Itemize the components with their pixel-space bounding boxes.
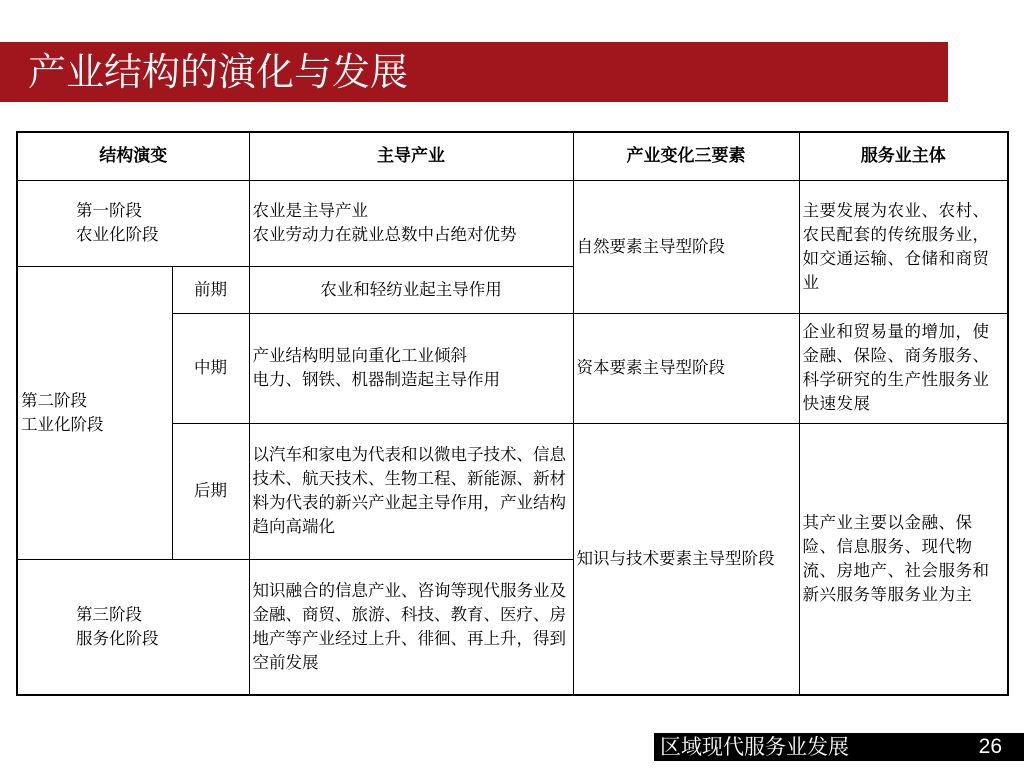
- stage1-name-line2: 农业化阶段: [76, 225, 159, 244]
- footer-title: 区域现代服务业发展: [660, 735, 849, 759]
- stage2-name-cell: [17, 266, 172, 559]
- stage2-name-line1: 第二阶段: [21, 390, 87, 410]
- header-service-subject: 服务业主体: [799, 132, 1008, 180]
- service-mid-cell: 企业和贸易量的增加，使金融、保险、商务服务、科学研究的生产性服务业快速发展: [799, 313, 1008, 423]
- stage2-mid-industry-line1: 产业结构明显向重化工业倾斜: [252, 346, 467, 365]
- stage2-late-industry: 以汽车和家电为代表和以微电子技术、信息技术、航天技术、生物工程、新能源、新材料为代表的新兴产业起主导作用，产业结构趋向高端化: [249, 423, 573, 559]
- footer-bar: [654, 733, 1024, 761]
- stage2-mid-label: 中期: [172, 313, 249, 423]
- table-row: [17, 180, 1008, 266]
- stage2-early-industry: 农业和轻纺业起主导作用: [249, 266, 573, 313]
- stage2-late-label: 后期: [172, 423, 249, 559]
- stage3-industry: 知识融合的信息产业、咨询等现代服务业及金融、商贸、旅游、科技、教育、医疗、房地产等产业经过上升、徘徊、再上升，得到空前发展: [249, 559, 573, 695]
- factor-capital-cell: 资本要素主导型阶段: [573, 313, 799, 423]
- stage2-mid-industry-line2: 电力、钢铁、机器制造起主导作用: [252, 370, 500, 389]
- industry-evolution-table: [16, 131, 1009, 696]
- stage2-mid-industry-cell: [249, 313, 573, 423]
- stage1-name-line1: 第一阶段: [76, 201, 142, 220]
- page-number: 26: [978, 735, 1002, 758]
- stage3-name-line2: 服务化阶段: [76, 628, 159, 648]
- factor-knowledge-cell: 知识与技术要素主导型阶段: [573, 423, 799, 695]
- stage1-name-cell: [17, 180, 249, 266]
- service-late-cell: 其产业主要以金融、保险、信息服务、现代物流、房地产、社会服务和新兴服务等服务业为主: [799, 423, 1008, 695]
- stage1-industry-cell: [249, 180, 573, 266]
- table-header-row: [17, 132, 1008, 180]
- stage1-industry-line2: 农业劳动力在就业总数中占绝对优势: [252, 225, 517, 244]
- header-leading-industry: 主导产业: [249, 132, 573, 180]
- stage3-name-line1: 第三阶段: [76, 604, 142, 624]
- title-bar: [0, 42, 948, 102]
- service-agri-cell: 主要发展为农业、农村、农民配套的传统服务业，如交通运输、仓储和商贸业: [799, 180, 1008, 313]
- stage2-name-line2: 工业化阶段: [21, 414, 104, 434]
- factor-natural-cell: 自然要素主导型阶段: [573, 180, 799, 313]
- header-three-factors: 产业变化三要素: [573, 132, 799, 180]
- stage1-industry-line1: 农业是主导产业: [252, 201, 368, 220]
- stage2-early-label: 前期: [172, 266, 249, 313]
- header-structure: 结构演变: [17, 132, 249, 180]
- slide-title: 产业结构的演化与发展: [28, 50, 409, 94]
- stage3-name-cell: [17, 559, 249, 695]
